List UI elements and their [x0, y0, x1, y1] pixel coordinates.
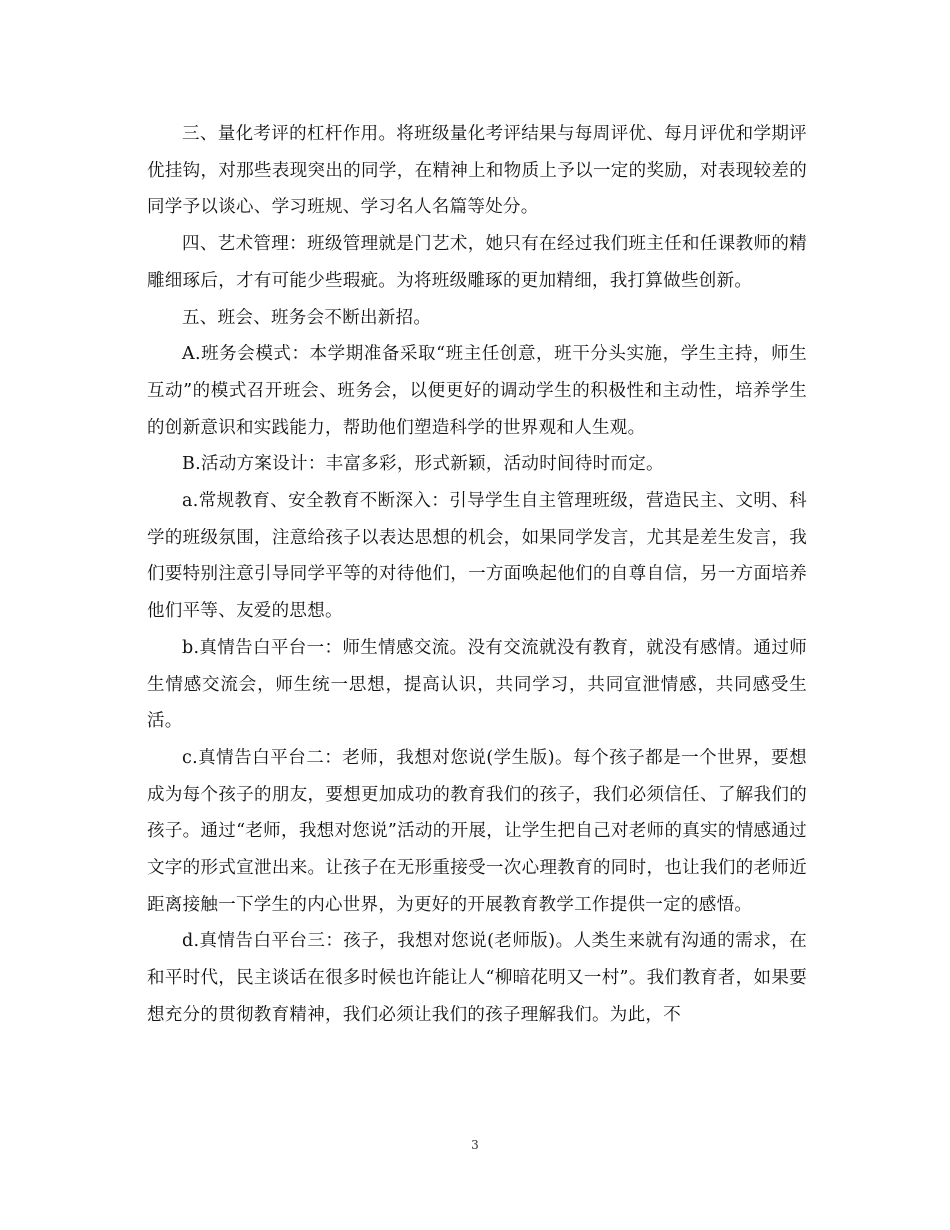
paragraph-line: 师生互动”的模式召开班会、班务会，以便更好的调动学生的积极性和主动性，	[147, 344, 807, 401]
paragraph	[147, 226, 807, 299]
paragraph-line: d.真情告白平台三：孩子，我想对您说(老师版)。人类生来就有沟通的需	[182, 931, 754, 952]
paragraph	[147, 630, 807, 740]
paragraph-line: 者，如果要想充分的贯彻教育精神，我们必须让我们的孩子理解我们。为此，不	[147, 968, 807, 1025]
paragraph-line: 也让我们的老师近距离接触一下学生的内心世界，为更好的开展教育教学工作提	[147, 858, 807, 915]
paragraph	[147, 300, 807, 337]
paragraph	[147, 923, 807, 1033]
paragraph-line: 供一定的感悟。	[627, 894, 753, 915]
paragraph-line: 五、班会、班务会不断出新招。	[182, 307, 432, 328]
paragraph-line: 生发言，我们要特别注意引导同学平等的对待他们，一方面唤起他们的自尊自	[147, 527, 807, 585]
paragraph-line: 明、科学的班级氛围，注意给孩子以表达思想的机会，如果同学发言，尤其是差	[147, 491, 807, 548]
paragraph-line: 现较差的同学予以谈心、学习班规、学习名人名篇等处分。	[147, 160, 807, 218]
paragraph-line: 求，在和平时代，民主谈话在很多时候也许能让人“柳暗花明又一村”。我们教育	[147, 931, 807, 989]
paragraph-line: B.活动方案设计：丰富多彩，形式新颖，活动时间待时而定。	[182, 454, 664, 475]
paragraph	[147, 740, 807, 924]
paragraph-line: 四、艺术管理：班级管理就是门艺术，她只有在经过我们班主任和任课教师	[182, 234, 772, 255]
paragraph-line: c.真情告白平台二：老师，我想对您说(学生版)。每个孩子都是一个世界，	[182, 747, 772, 768]
paragraph-line: a.常规教育、安全教育不断深入：引导学生自主管理班级，营造民主、文	[182, 491, 754, 512]
page-number: 3	[471, 1138, 479, 1152]
paragraph-line: 培养学生的创新意识和实践能力，帮助他们塑造科学的世界观和人生观。	[147, 380, 807, 438]
paragraph	[147, 336, 807, 446]
paragraph-line: 实的情感通过文字的形式宣泄出来。让孩子在无形重接受一次心理教育的同时，	[147, 821, 807, 879]
paragraph-line: 要想成为每个孩子的朋友，要想更加成功的教育我们的孩子，我们必须信任、了	[147, 747, 807, 805]
paragraph-line: 新。	[716, 270, 753, 291]
paragraph-line: 过师生情感交流会，师生统一思想，提高认识，共同学习，共同宣泄情感，共同	[147, 637, 807, 695]
paragraph	[147, 483, 807, 630]
paragraph	[147, 446, 807, 483]
paragraph-line: A.班务会模式：本学期准备采取“班主任创意，班干分头实施，学生主持，	[182, 344, 772, 365]
document-body	[147, 116, 807, 1034]
paragraph-line: b.真情告白平台一：师生情感交流。没有交流就没有教育，就没有感情。通	[182, 637, 772, 658]
paragraph-line: 感受生活。	[147, 674, 807, 732]
paragraph-line: 信，另一方面培养他们平等、友爱的思想。	[147, 564, 807, 622]
paragraph-line: 解我们的孩子。通过“老师，我想对您说”活动的开展，让学生把自己对老师的真	[147, 784, 807, 842]
paragraph	[147, 116, 807, 226]
paragraph-line: 的精雕细琢后，才有可能少些瑕疵。为将班级雕琢的更加精细，我打算做些创	[147, 234, 807, 291]
paragraph-line: 三、量化考评的杠杆作用。将班级量化考评结果与每周评优、每月评优和学	[182, 124, 772, 144]
paragraph-line: 期评优挂钩，对那些表现突出的同学，在精神上和物质上予以一定的奖励，对表	[147, 124, 807, 181]
